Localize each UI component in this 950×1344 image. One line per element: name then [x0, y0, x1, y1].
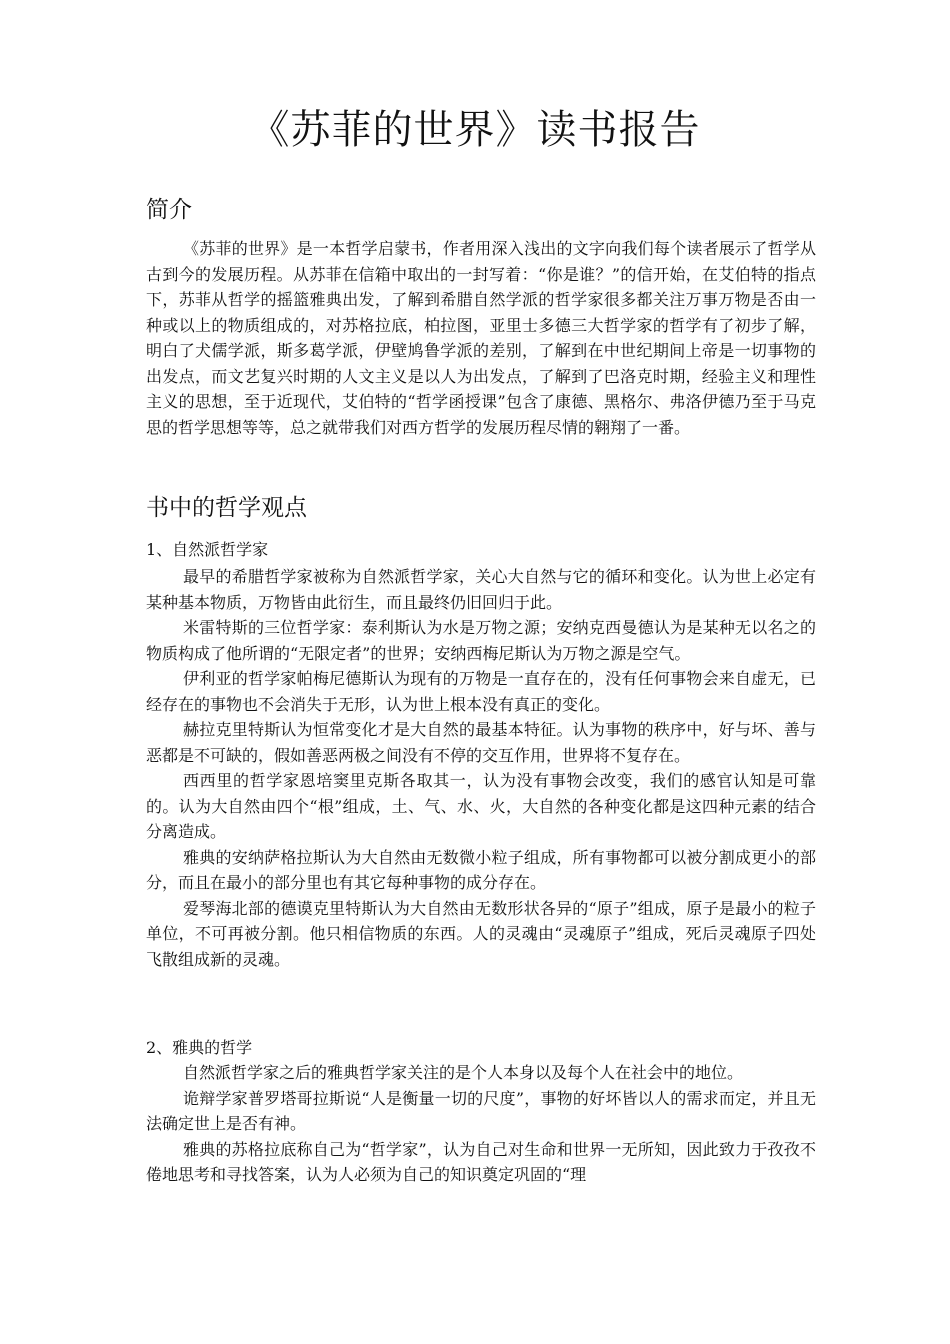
paragraph: 爱琴海北部的德谟克里特斯认为大自然由无数形状各异的“原子”组成，原子是最小的粒子单位，不可再被分割。他只相信物质的东西。人的灵魂由“灵魂原子”组成，死后灵魂原子四处飞散组成新的灵魂。	[146, 898, 816, 969]
section-heading-views: 书中的哲学观点	[146, 495, 307, 521]
paragraph: 伊利亚的哲学家帕梅尼德斯认为现有的万物是一直存在的，没有任何事物会来自虚无，已经存在的事物也不会消失于无形，认为世上根本没有真正的变化。	[146, 669, 816, 714]
document-title: 《苏菲的世界》读书报告	[249, 107, 701, 153]
athens-philosophy-body	[146, 1060, 816, 1188]
paragraph: 诡辩学家普罗塔哥拉斯说“人是衡量一切的尺度”，事物的好坏皆以人的需求而定，并且无法确定世上是否有神。	[146, 1088, 816, 1133]
paragraph: 米雷特斯的三位哲学家：泰利斯认为水是万物之源；安纳克西曼德认为是某种无以名之的物质构成了他所谓的“无限定者”的世界；安纳西梅尼斯认为万物之源是空气。	[146, 618, 816, 663]
paragraph: 雅典的苏格拉底称自己为“哲学家”，认为自己对生命和世界一无所知，因此致力于孜孜不倦地思考和寻找答案，认为人必须为自己的知识奠定巩固的“理	[146, 1139, 816, 1184]
intro-paragraph: 《苏菲的世界》是一本哲学启蒙书，作者用深入浅出的文字向我们每个读者展示了哲学从古到今的发展历程。从苏菲在信箱中取出的一封写着：“你是谁？”的信开始，在艾伯特的指点下，苏菲从哲学的摇篮雅典出发，了解到希腊自然学派的哲学家很多都关注万事万物是否由一种或以上的物质组成的，对苏格拉底，柏拉图，亚里士多德三大哲学家的哲学有了初步了解，明白了犬儒学派，斯多葛学派，伊壁鸠鲁学派的差别，了解到在中世纪期间上帝是一切事物的出发点，而文艺复兴时期的人文主义是以人为出发点，了解到了巴洛克时期，经验主义和理性主义的思想，至于近现代，艾伯特的“哲学函授课”包含了康德、黑格尔、弗洛伊德乃至于马克思的哲学思想等等，总之就带我们对西方哲学的发展历程尽情的翱翔了一番。	[146, 239, 816, 437]
section-heading-intro: 简介	[146, 197, 192, 223]
paragraph: 雅典的安纳萨格拉斯认为大自然由无数微小粒子组成，所有事物都可以被分割成更小的部分，而且在最小的部分里也有其它每种事物的成分存在。	[146, 847, 816, 892]
subheading-natural-philosophers: 1、自然派哲学家	[146, 540, 269, 559]
subheading-athens-philosophy: 2、雅典的哲学	[146, 1038, 253, 1057]
paragraph: 自然派哲学家之后的雅典哲学家关注的是个人本身以及每个人在社会中的地位。	[183, 1063, 744, 1082]
paragraph: 赫拉克里特斯认为恒常变化才是大自然的最基本特征。认为事物的秩序中，好与坏、善与恶都是不可缺的，假如善恶两极之间没有不停的交互作用，世界将不复存在。	[146, 720, 816, 765]
intro-body	[146, 236, 816, 440]
natural-philosophers-body	[146, 564, 816, 972]
paragraph: 最早的希腊哲学家被称为自然派哲学家，关心大自然与它的循环和变化。认为世上必定有某种基本物质，万物皆由此衍生，而且最终仍旧回归于此。	[146, 567, 816, 612]
paragraph: 西西里的哲学家恩培窦里克斯各取其一，认为没有事物会改变，我们的感官认知是可靠的。认为大自然由四个“根”组成，土、气、水、火，大自然的各种变化都是这四种元素的结合分离造成。	[146, 771, 816, 841]
